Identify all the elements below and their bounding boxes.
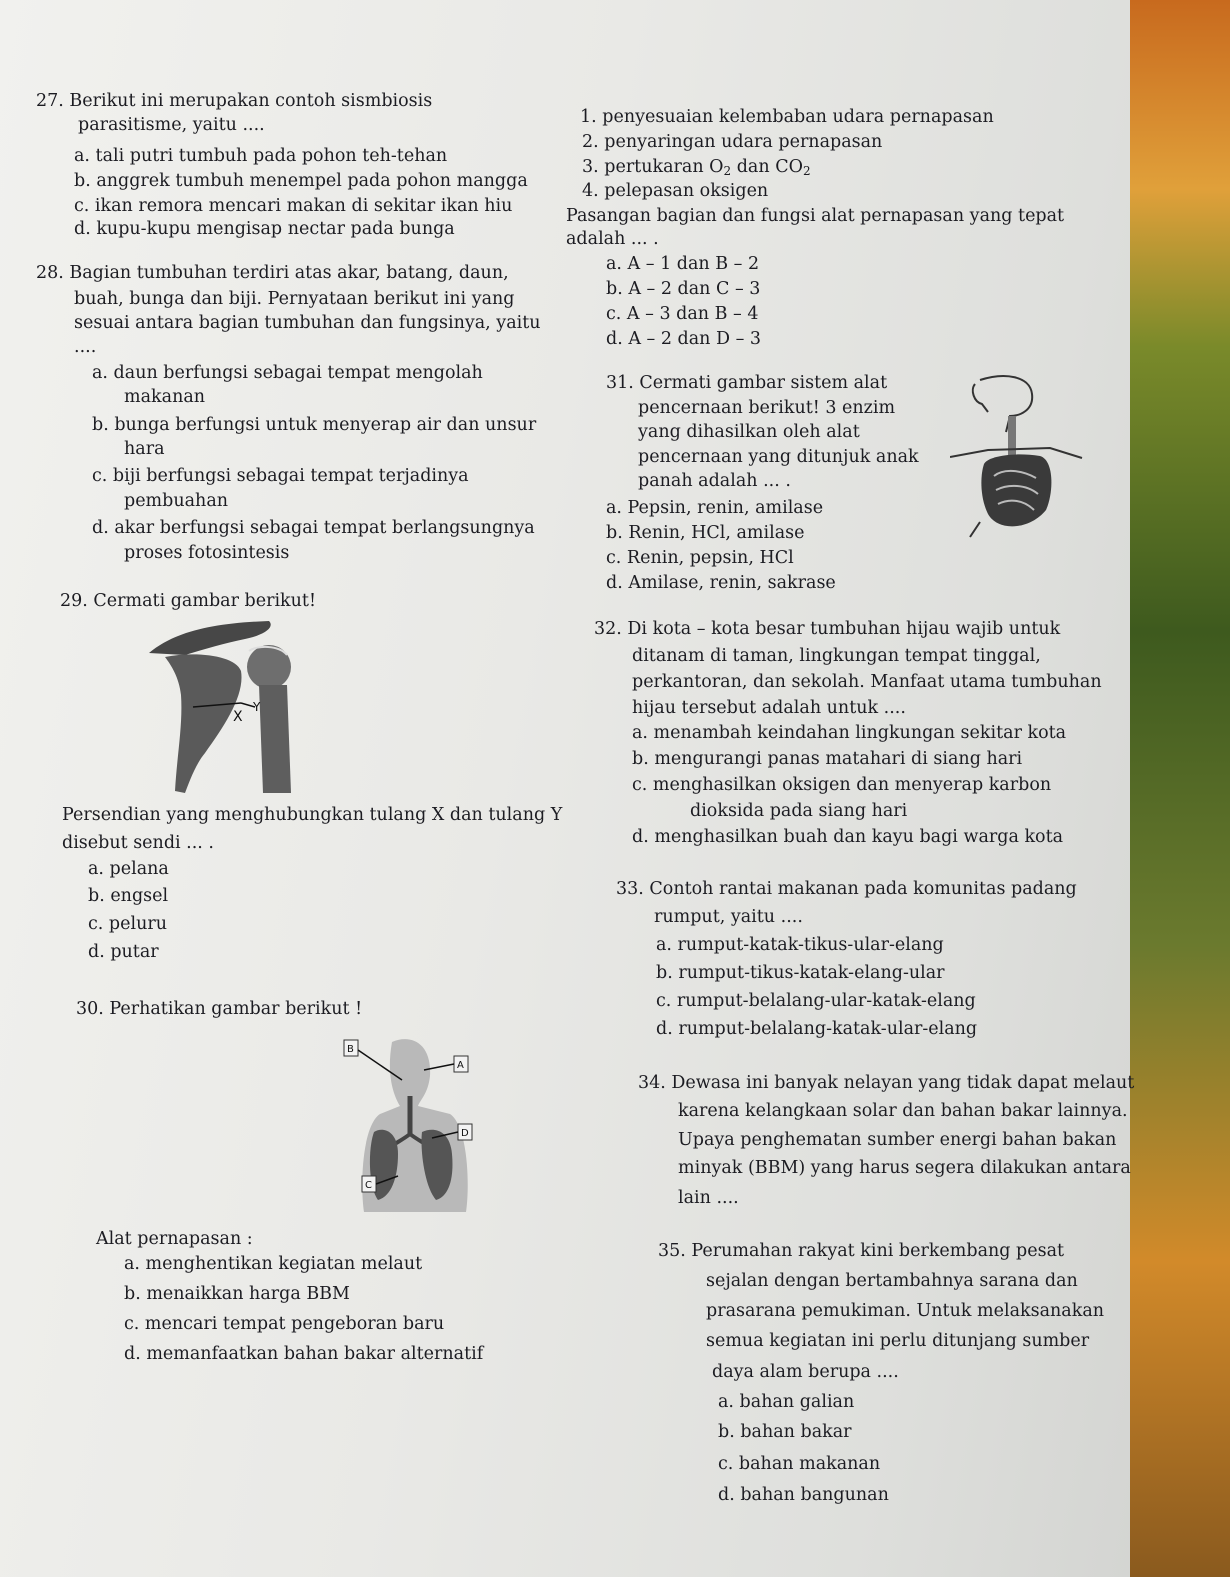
q30-stem-line2: adalah ... . <box>566 229 659 249</box>
q28-option-b-line1: b. bunga berfungsi untuk menyerap air dan unsur <box>92 415 537 435</box>
q28-option-d-line1: d. akar berfungsi sebagai tempat berlangsungnya <box>92 518 535 538</box>
q30-caption: Alat pernapasan : <box>96 1229 253 1249</box>
q29-label-y: Y <box>253 700 261 714</box>
q30-option-a: a. A – 1 dan B – 2 <box>606 254 760 274</box>
q31-option-d: d. Amilase, renin, sakrase <box>606 573 836 593</box>
q28-option-a-line2: makanan <box>124 387 206 407</box>
q28-option-c-line2: pembuahan <box>124 491 229 511</box>
q31-stem-line2: pencernaan berikut! 3 enzim <box>638 398 896 418</box>
q30-option-d: d. A – 2 dan D – 3 <box>606 329 762 349</box>
q30-item-4: 4. pelepasan oksigen <box>582 181 769 201</box>
q34-stem-line1: 34. Dewasa ini banyak nelayan yang tidak dapat melaut <box>638 1073 1135 1093</box>
q35-option-c: c. bahan makanan <box>718 1454 881 1474</box>
respiratory-system-figure <box>340 1036 490 1216</box>
q29-stem-line1: Persendian yang menghubungkan tulang X dan tulang Y <box>62 805 563 825</box>
q27-option-d: d. kupu-kupu mengisap nectar pada bunga <box>74 219 455 239</box>
q32-option-b: b. mengurangi panas matahari di siang hari <box>632 749 1023 769</box>
q29-label-x: X <box>233 709 243 725</box>
q35-stem-line3: prasarana pemukiman. Untuk melaksanakan <box>706 1301 1105 1321</box>
q31-stem-line5: panah adalah ... . <box>638 471 791 491</box>
q34-option-c: c. mencari tempat pengeboran baru <box>124 1314 445 1334</box>
q33-option-a: a. rumput-katak-tikus-ular-elang <box>656 935 944 955</box>
q33-option-b: b. rumput-tikus-katak-elang-ular <box>656 963 945 983</box>
q31-option-c: c. Renin, pepsin, HCl <box>606 548 794 568</box>
q27-stem-line1: 27. Berikut ini merupakan contoh sismbiosis <box>36 91 433 111</box>
q30-item-2: 2. penyaringan udara pernapasan <box>582 132 883 152</box>
q34-stem-line5: lain .... <box>678 1188 739 1208</box>
q34-stem-line4: minyak (BBM) yang harus segera dilakukan antara <box>678 1158 1131 1178</box>
q35-option-b: b. bahan bakar <box>718 1422 852 1442</box>
q34-option-d: d. memanfaatkan bahan bakar alternatif <box>124 1344 484 1364</box>
q30-label-d: D <box>461 1128 469 1139</box>
q28-stem-line2: buah, bunga dan biji. Pernyataan berikut ini yang <box>74 289 515 309</box>
q31-option-a: a. Pepsin, renin, amilase <box>606 498 824 518</box>
q29-option-c: c. peluru <box>88 914 167 934</box>
q34-option-b: b. menaikkan harga BBM <box>124 1284 350 1304</box>
q28-stem-line1: 28. Bagian tumbuhan terdiri atas akar, batang, daun, <box>36 263 509 283</box>
q30-label-b: B <box>347 1044 354 1055</box>
q35-stem-line5: daya alam berupa .... <box>712 1362 899 1382</box>
q29-option-d: d. putar <box>88 942 159 962</box>
q32-stem-line3: perkantoran, dan sekolah. Manfaat utama tumbuhan <box>632 672 1102 692</box>
q35-stem-line4: semua kegiatan ini perlu ditunjang sumber <box>706 1331 1090 1351</box>
q27-option-c: c. ikan remora mencari makan di sekitar ikan hiu <box>74 196 513 216</box>
q29-stem-line2: disebut sendi ... . <box>62 833 214 853</box>
q30-title: 30. Perhatikan gambar berikut ! <box>76 999 363 1019</box>
q27-stem-line2: parasitisme, yaitu .... <box>78 115 265 135</box>
q32-stem-line4: hijau tersebut adalah untuk .... <box>632 698 906 718</box>
q29-title: 29. Cermati gambar berikut! <box>60 591 316 611</box>
q27-option-a: a. tali putri tumbuh pada pohon teh-tehan <box>74 146 448 166</box>
q33-stem-line1: 33. Contoh rantai makanan pada komunitas padang <box>616 879 1077 899</box>
q30-option-b: b. A – 2 dan C – 3 <box>606 279 761 299</box>
q35-option-d: d. bahan bangunan <box>718 1485 889 1505</box>
q35-option-a: a. bahan galian <box>718 1392 855 1412</box>
q28-stem-line4: .... <box>74 337 97 357</box>
shoulder-joint-figure <box>145 615 305 795</box>
q28-option-a-line1: a. daun berfungsi sebagai tempat mengolah <box>92 363 483 383</box>
q34-option-a: a. menghentikan kegiatan melaut <box>124 1254 423 1274</box>
q32-option-c-line2: dioksida pada siang hari <box>690 801 908 821</box>
q29-option-a: a. pelana <box>88 859 169 879</box>
q30-item-3: 3. pertukaran O2 dan CO2 <box>582 157 811 178</box>
digestive-system-figure <box>950 372 1085 540</box>
q28-stem-line3: sesuai antara bagian tumbuhan dan fungsinya, yaitu <box>74 313 541 333</box>
q32-option-a: a. menambah keindahan lingkungan sekitar kota <box>632 723 1067 743</box>
q29-option-b: b. engsel <box>88 886 169 906</box>
q30-item-1: 1. penyesuaian kelembaban udara pernapasan <box>580 107 994 127</box>
q28-option-c-line1: c. biji berfungsi sebagai tempat terjadinya <box>92 466 469 486</box>
q35-stem-line2: sejalan dengan bertambahnya sarana dan <box>706 1271 1078 1291</box>
q30-option-c: c. A – 3 dan B – 4 <box>606 304 759 324</box>
q30-label-a: A <box>457 1060 464 1071</box>
q33-option-d: d. rumput-belalang-katak-ular-elang <box>656 1019 978 1039</box>
q32-option-c-line1: c. menghasilkan oksigen dan menyerap karbon <box>632 775 1052 795</box>
q33-stem-line2: rumput, yaitu .... <box>654 907 803 927</box>
q32-stem-line1: 32. Di kota – kota besar tumbuhan hijau wajib untuk <box>594 619 1061 639</box>
q32-stem-line2: ditanam di taman, lingkungan tempat tinggal, <box>632 646 1041 666</box>
q35-stem-line1: 35. Perumahan rakyat kini berkembang pesat <box>658 1241 1065 1261</box>
q27-option-b: b. anggrek tumbuh menempel pada pohon mangga <box>74 171 528 191</box>
q31-stem-line4: pencernaan yang ditunjuk anak <box>638 447 919 467</box>
q31-stem-line3: yang dihasilkan oleh alat <box>638 422 860 442</box>
q30-label-c: C <box>365 1180 372 1191</box>
q34-stem-line3: Upaya penghematan sumber energi bahan bakan <box>678 1130 1117 1150</box>
q34-stem-line2: karena kelangkaan solar dan bahan bakar lainnya. <box>678 1101 1128 1121</box>
q28-option-d-line2: proses fotosintesis <box>124 543 290 563</box>
q28-option-b-line2: hara <box>124 439 165 459</box>
q31-stem-line1: 31. Cermati gambar sistem alat <box>606 373 888 393</box>
q32-option-d: d. menghasilkan buah dan kayu bagi warga kota <box>632 827 1064 847</box>
q30-stem-line1: Pasangan bagian dan fungsi alat pernapasan yang tepat <box>566 206 1065 226</box>
q33-option-c: c. rumput-belalang-ular-katak-elang <box>656 991 976 1011</box>
q31-option-b: b. Renin, HCl, amilase <box>606 523 805 543</box>
